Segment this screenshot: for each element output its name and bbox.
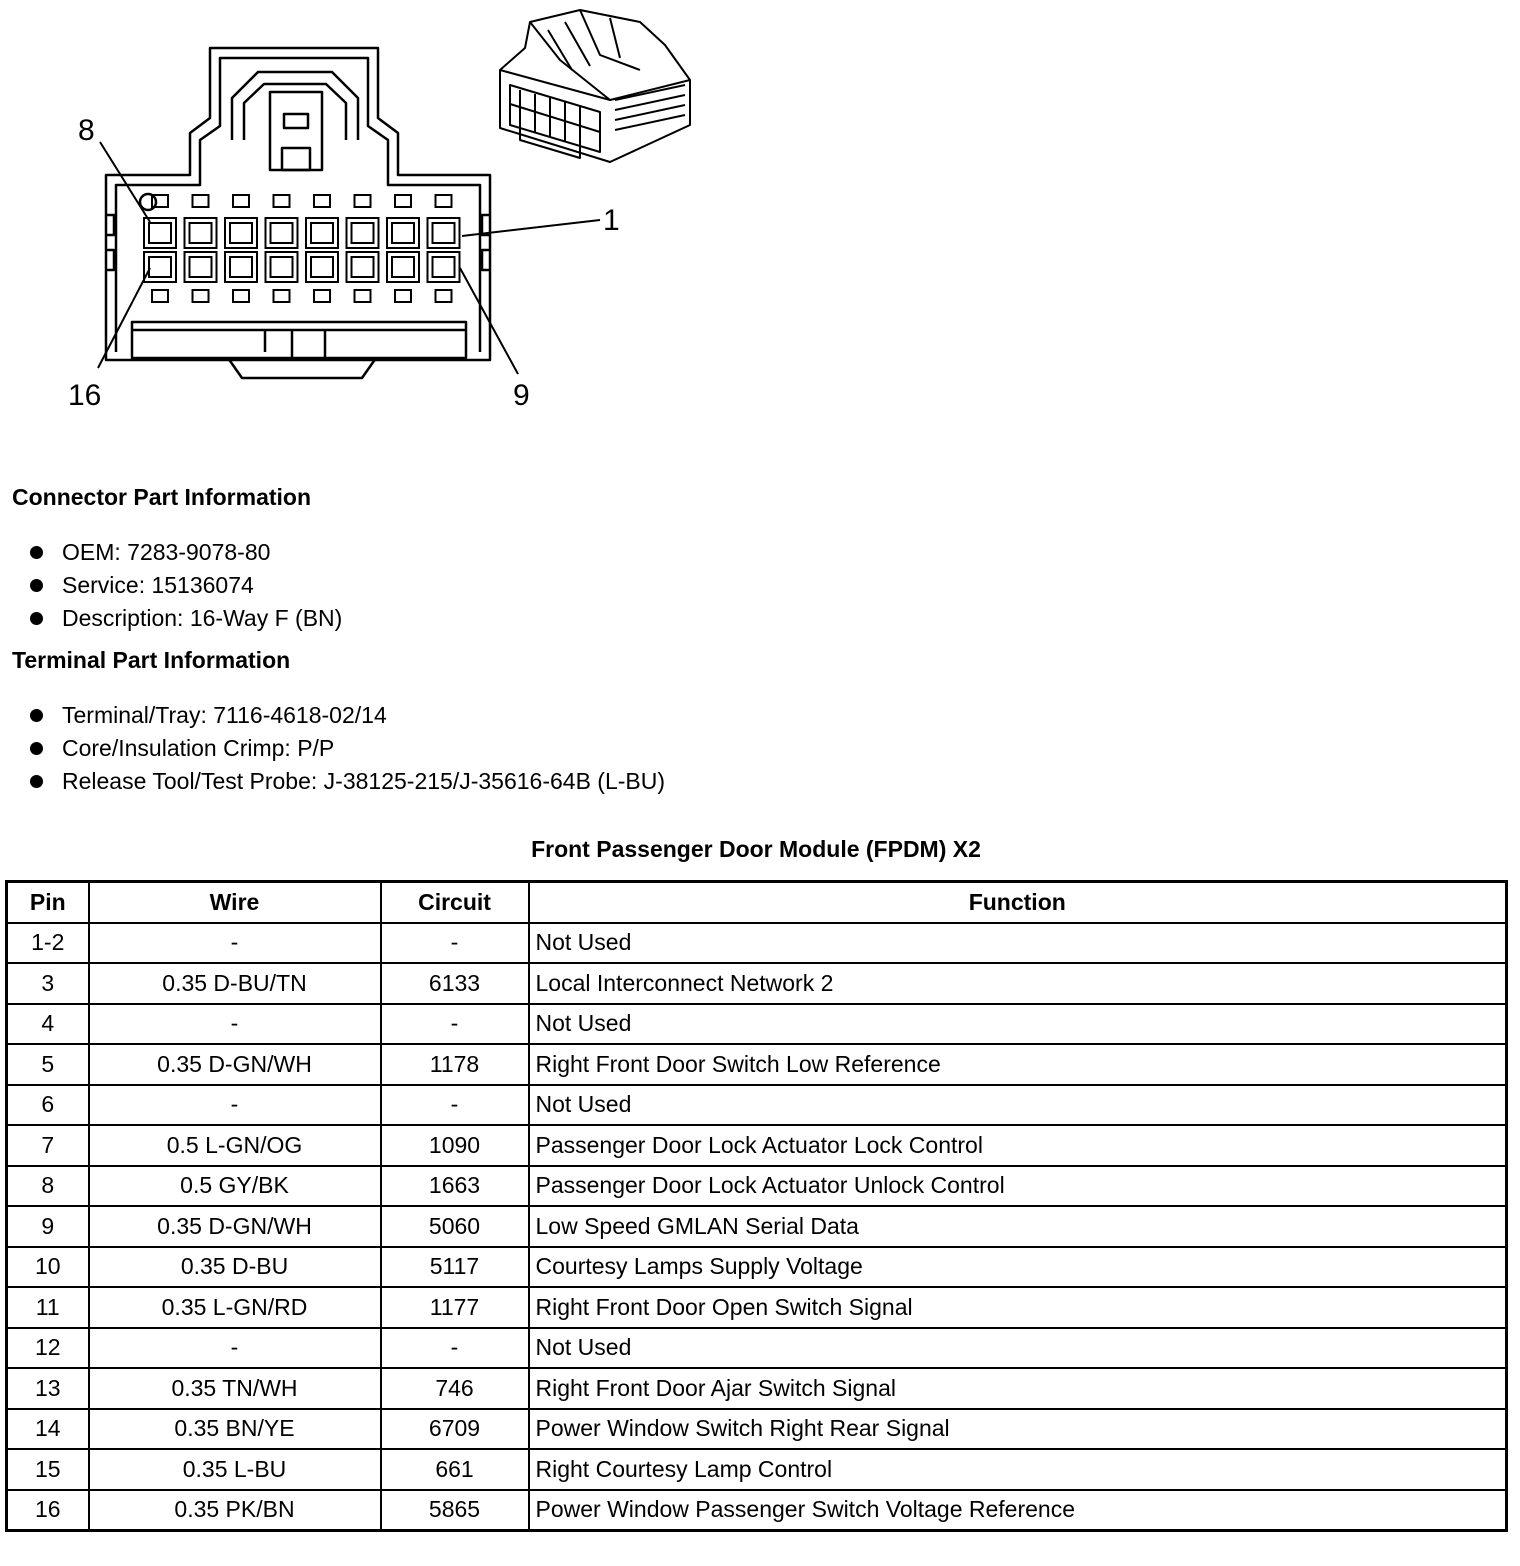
circuit-cell: 661 [381, 1449, 529, 1490]
terminal-slot-bottom [395, 290, 411, 302]
terminal-info-heading: Terminal Part Information [12, 647, 291, 673]
wire-cell: - [89, 923, 381, 964]
connector-info-heading: Connector Part Information [12, 484, 312, 510]
cavity-upper-inner [433, 223, 455, 243]
function-cell: Passenger Door Lock Actuator Lock Control [529, 1125, 1507, 1166]
connector-diagram [0, 0, 720, 430]
table-title: Front Passenger Door Module (FPDM) X2 [531, 836, 981, 862]
terminal-slot-top [274, 195, 290, 207]
list-item: Description: 16-Way F (BN) [30, 602, 342, 635]
terminal-info-list [30, 699, 665, 798]
column-header-pin: Pin [7, 882, 89, 923]
cavity-lower-inner [149, 257, 171, 277]
table-row [7, 1247, 1507, 1288]
bullet-icon [30, 546, 43, 559]
circuit-cell: 1178 [381, 1044, 529, 1085]
table-row [7, 1449, 1507, 1490]
wire-cell: 0.35 L-GN/RD [89, 1287, 381, 1328]
bullet-icon [30, 742, 43, 755]
pin-cell: 15 [7, 1449, 89, 1490]
terminal-slot-bottom [193, 290, 209, 302]
cavity-upper-inner [392, 223, 414, 243]
circuit-cell: 5865 [381, 1490, 529, 1531]
cavity-lower-inner [311, 257, 333, 277]
circuit-cell: 6709 [381, 1409, 529, 1450]
function-cell: Local Interconnect Network 2 [529, 963, 1507, 1004]
pin-cell: 10 [7, 1247, 89, 1288]
pin-cell: 9 [7, 1206, 89, 1247]
cavity-lower-inner [392, 257, 414, 277]
pin-cell: 7 [7, 1125, 89, 1166]
bullet-icon [30, 709, 43, 722]
wire-cell: 0.35 D-BU/TN [89, 963, 381, 1004]
terminal-slot-top [436, 195, 452, 207]
pin-cell: 6 [7, 1085, 89, 1126]
wire-cell: 0.35 D-BU [89, 1247, 381, 1288]
function-cell: Not Used [529, 1004, 1507, 1045]
list-item: Release Tool/Test Probe: J-38125-215/J-35616-64B (L-BU) [30, 765, 665, 798]
circuit-cell: - [381, 1004, 529, 1045]
pin-cell: 11 [7, 1287, 89, 1328]
circuit-cell: 1177 [381, 1287, 529, 1328]
list-item: Service: 15136074 [30, 569, 342, 602]
cavity-lower-inner [230, 257, 252, 277]
table-row [7, 1166, 1507, 1207]
table-row [7, 1004, 1507, 1045]
wire-cell: 0.35 L-BU [89, 1449, 381, 1490]
bullet-icon [30, 612, 43, 625]
circuit-cell: 6133 [381, 963, 529, 1004]
circuit-cell: 5117 [381, 1247, 529, 1288]
function-cell: Not Used [529, 1085, 1507, 1126]
circuit-cell: - [381, 1085, 529, 1126]
function-cell: Power Window Switch Right Rear Signal [529, 1409, 1507, 1450]
list-item: OEM: 7283-9078-80 [30, 536, 342, 569]
pin-cell: 16 [7, 1490, 89, 1531]
table-header-row [7, 882, 1507, 923]
wire-cell: 0.35 BN/YE [89, 1409, 381, 1450]
terminal-slot-bottom [314, 290, 330, 302]
terminal-slot-bottom [152, 290, 168, 302]
pin-label-1: 1 [603, 204, 620, 237]
table-row [7, 1085, 1507, 1126]
cavity-lower-inner [190, 257, 212, 277]
wire-cell: - [89, 1004, 381, 1045]
wire-cell: 0.5 GY/BK [89, 1166, 381, 1207]
bullet-icon [30, 579, 43, 592]
pin-cell: 13 [7, 1368, 89, 1409]
terminal-slot-bottom [274, 290, 290, 302]
circuit-cell: 1663 [381, 1166, 529, 1207]
table-row [7, 1206, 1507, 1247]
table-row [7, 923, 1507, 964]
cavity-upper-inner [311, 223, 333, 243]
pin-label-9: 9 [513, 379, 530, 412]
table-row [7, 1287, 1507, 1328]
terminal-slot-bottom [355, 290, 371, 302]
circuit-cell: 5060 [381, 1206, 529, 1247]
terminal-slot-top [314, 195, 330, 207]
circuit-cell: - [381, 923, 529, 964]
pin-label-8: 8 [78, 114, 95, 147]
pin-cell: 4 [7, 1004, 89, 1045]
column-header-function: Function [529, 882, 1507, 923]
table-row [7, 1328, 1507, 1369]
column-header-wire: Wire [89, 882, 381, 923]
terminal-slot-top [193, 195, 209, 207]
connector-info-list [30, 536, 342, 635]
cavity-upper-inner [230, 223, 252, 243]
cavity-upper-inner [352, 223, 374, 243]
pin-cell: 8 [7, 1166, 89, 1207]
function-cell: Right Front Door Switch Low Reference [529, 1044, 1507, 1085]
pin-label-16: 16 [68, 379, 102, 412]
cavity-upper-inner [271, 223, 293, 243]
cavity-lower-inner [271, 257, 293, 277]
function-cell: Courtesy Lamps Supply Voltage [529, 1247, 1507, 1288]
wire-cell: 0.35 TN/WH [89, 1368, 381, 1409]
wire-cell: 0.35 D-GN/WH [89, 1044, 381, 1085]
cavity-upper-inner [190, 223, 212, 243]
wire-cell: - [89, 1085, 381, 1126]
list-item: Terminal/Tray: 7116-4618-02/14 [30, 699, 665, 732]
table-row [7, 1490, 1507, 1531]
circuit-cell: 746 [381, 1368, 529, 1409]
terminal-slot-bottom [436, 290, 452, 302]
bullet-icon [30, 775, 43, 788]
table-row [7, 1368, 1507, 1409]
list-item: Core/Insulation Crimp: P/P [30, 732, 665, 765]
cavity-lower-inner [433, 257, 455, 277]
connector-3d-view [500, 10, 690, 162]
wire-cell: 0.5 L-GN/OG [89, 1125, 381, 1166]
function-cell: Power Window Passenger Switch Voltage Reference [529, 1490, 1507, 1531]
terminal-slot-bottom [233, 290, 249, 302]
function-cell: Passenger Door Lock Actuator Unlock Control [529, 1166, 1507, 1207]
pin-cell: 3 [7, 963, 89, 1004]
cavity-upper-inner [149, 223, 171, 243]
function-cell: Not Used [529, 1328, 1507, 1369]
function-cell: Low Speed GMLAN Serial Data [529, 1206, 1507, 1247]
pin-cell: 5 [7, 1044, 89, 1085]
function-cell: Right Front Door Ajar Switch Signal [529, 1368, 1507, 1409]
function-cell: Right Front Door Open Switch Signal [529, 1287, 1507, 1328]
wire-cell: 0.35 D-GN/WH [89, 1206, 381, 1247]
pin-cell: 14 [7, 1409, 89, 1450]
wire-cell: - [89, 1328, 381, 1369]
cavity-lower-inner [352, 257, 374, 277]
pin-cell: 12 [7, 1328, 89, 1369]
terminal-slot-top [395, 195, 411, 207]
pin-cell: 1-2 [7, 923, 89, 964]
circuit-cell: 1090 [381, 1125, 529, 1166]
circuit-cell: - [381, 1328, 529, 1369]
pinout-table [5, 880, 1508, 1532]
table-row [7, 1044, 1507, 1085]
table-row [7, 1125, 1507, 1166]
wire-cell: 0.35 PK/BN [89, 1490, 381, 1531]
table-row [7, 963, 1507, 1004]
table-row [7, 1409, 1507, 1450]
function-cell: Not Used [529, 923, 1507, 964]
terminal-slot-top [355, 195, 371, 207]
column-header-circuit: Circuit [381, 882, 529, 923]
terminal-slot-top [233, 195, 249, 207]
function-cell: Right Courtesy Lamp Control [529, 1449, 1507, 1490]
